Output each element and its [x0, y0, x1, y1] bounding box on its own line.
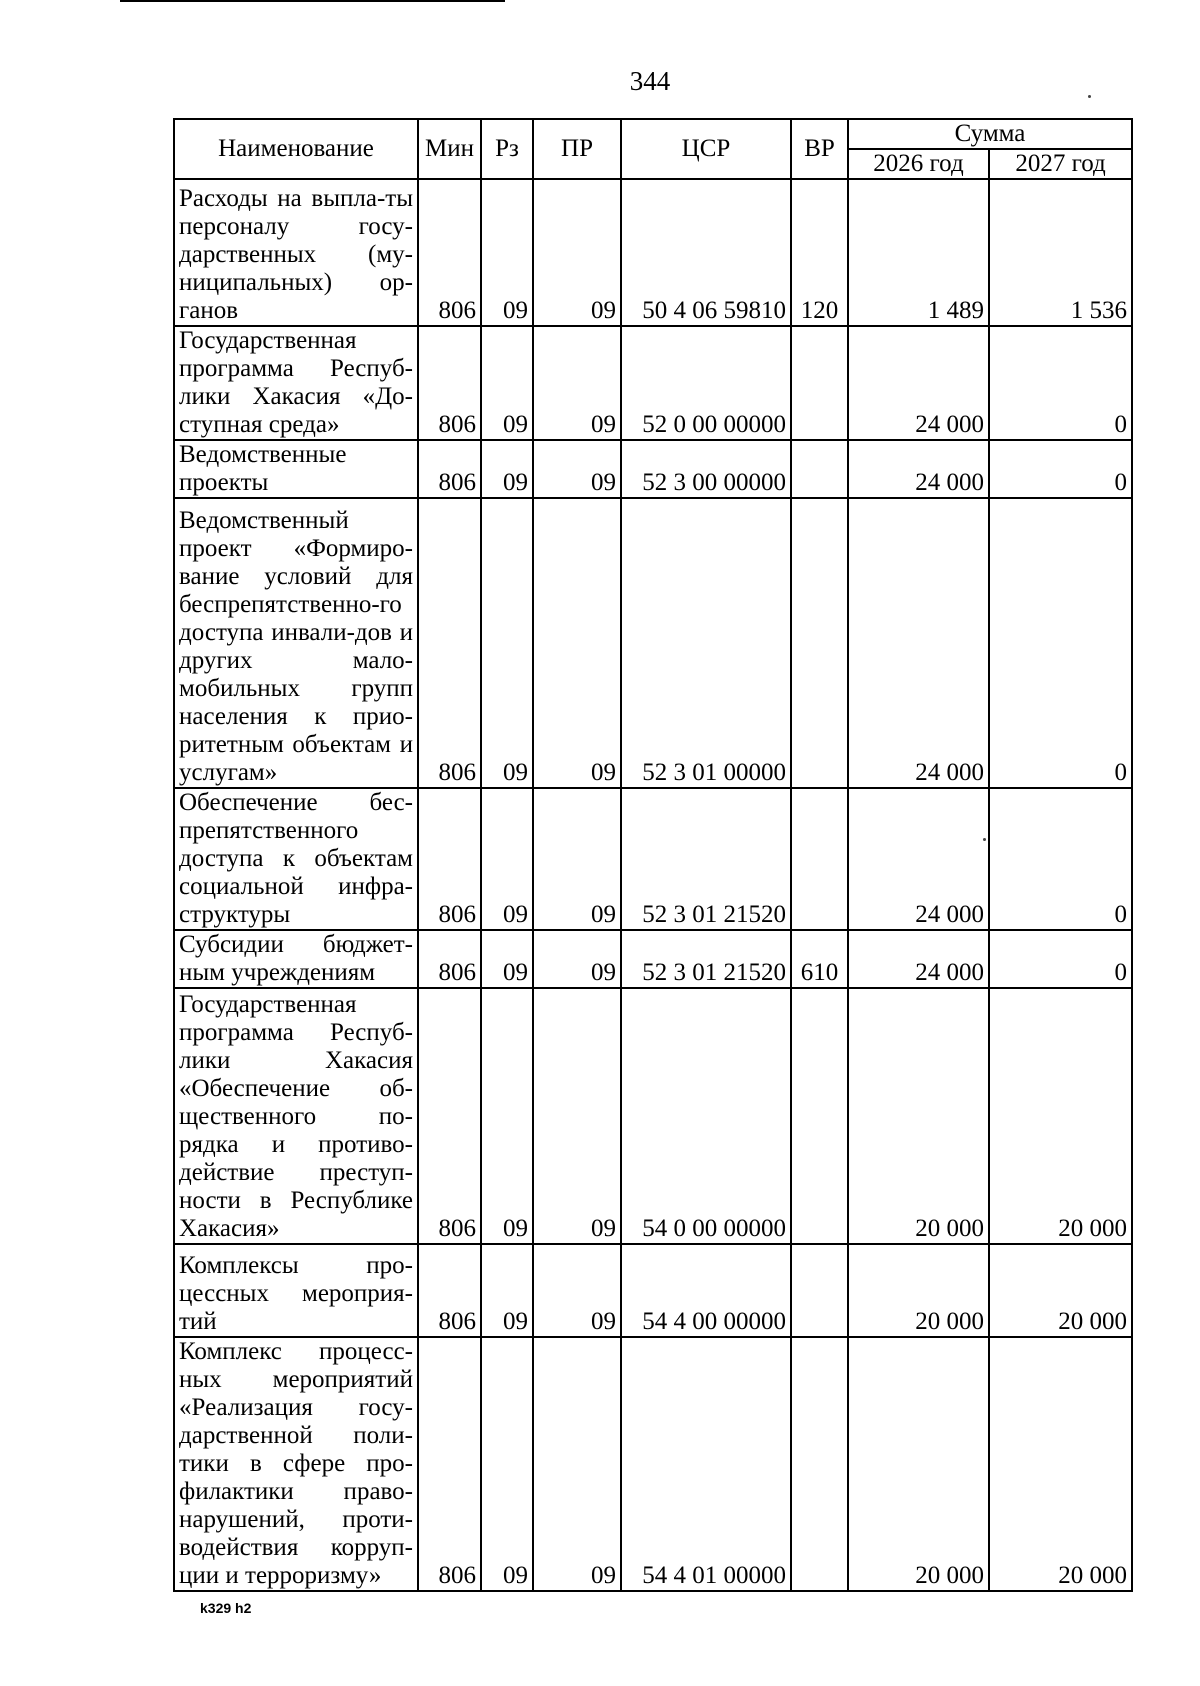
row-min: 806 — [418, 788, 481, 930]
row-vr — [791, 988, 848, 1244]
row-amount-2027: 0 — [989, 930, 1132, 988]
table-row — [174, 179, 1132, 326]
table-row — [174, 1337, 1132, 1591]
footer-code: k329 h2 — [200, 1600, 252, 1616]
row-vr: 610 — [791, 930, 848, 988]
row-amount-2027: 20 000 — [989, 1244, 1132, 1337]
row-name: Государственная программа Респуб-лики Хакасия «Обеспечение об-щественного по-рядка и противо-действие преступ-ности в Республике Хакасия» — [174, 988, 418, 1244]
row-csr: 52 3 01 00000 — [621, 498, 791, 788]
row-amount-2027: 0 — [989, 326, 1132, 440]
row-name: Комплекс процесс-ных мероприятий «Реализация госу-дарственной поли-тики в сфере про-филактики право-нарушений, проти-водействия корруп-ции и терроризму» — [174, 1337, 418, 1591]
row-pr: 09 — [533, 179, 621, 326]
row-amount-2026: 24 000 — [848, 498, 989, 788]
row-amount-2026: 24 000 — [848, 930, 989, 988]
scan-edge-line — [120, 0, 505, 2]
table-row — [174, 498, 1132, 788]
row-pr: 09 — [533, 1337, 621, 1591]
row-min: 806 — [418, 326, 481, 440]
table-row — [174, 440, 1132, 498]
row-amount-2026: 1 489 — [848, 179, 989, 326]
scan-speck — [983, 838, 986, 841]
header-name: Наименование — [174, 119, 418, 179]
row-min: 806 — [418, 440, 481, 498]
row-rz: 09 — [481, 1337, 533, 1591]
row-name: Ведомственные проекты — [174, 440, 418, 498]
header-year-2026: 2026 год — [848, 149, 989, 179]
row-min: 806 — [418, 988, 481, 1244]
header-vr: ВР — [791, 119, 848, 179]
row-vr — [791, 1337, 848, 1591]
row-pr: 09 — [533, 498, 621, 788]
row-rz: 09 — [481, 326, 533, 440]
row-csr: 52 3 00 00000 — [621, 440, 791, 498]
row-amount-2027: 0 — [989, 440, 1132, 498]
page-number: 344 — [629, 66, 671, 96]
row-csr: 52 0 00 00000 — [621, 326, 791, 440]
table-body — [174, 179, 1132, 1591]
row-rz: 09 — [481, 930, 533, 988]
row-pr: 09 — [533, 326, 621, 440]
header-sum: Сумма — [848, 119, 1132, 149]
row-rz: 09 — [481, 179, 533, 326]
row-amount-2026: 20 000 — [848, 1337, 989, 1591]
row-csr: 54 4 00 00000 — [621, 1244, 791, 1337]
header-csr: ЦСР — [621, 119, 791, 179]
header-min: Мин — [418, 119, 481, 179]
row-amount-2027: 20 000 — [989, 988, 1132, 1244]
table-row — [174, 930, 1132, 988]
row-pr: 09 — [533, 1244, 621, 1337]
row-vr — [791, 326, 848, 440]
row-name: Расходы на выпла-ты персоналу госу-дарственных (му-ниципальных) ор-ганов — [174, 179, 418, 326]
table-row — [174, 788, 1132, 930]
row-rz: 09 — [481, 788, 533, 930]
row-pr: 09 — [533, 440, 621, 498]
row-name: Обеспечение бес-препятственного доступа к объектам социальной инфра-структуры — [174, 788, 418, 930]
row-name: Субсидии бюджет-ным учреждениям — [174, 930, 418, 988]
row-pr: 09 — [533, 930, 621, 988]
row-csr: 52 3 01 21520 — [621, 788, 791, 930]
row-amount-2027: 20 000 — [989, 1337, 1132, 1591]
header-rz: Рз — [481, 119, 533, 179]
table-row — [174, 988, 1132, 1244]
row-csr: 54 4 01 00000 — [621, 1337, 791, 1591]
row-name: Ведомственный проект «Формиро-вание условий для беспрепятственно-го доступа инвали-дов и других мало-мобильных групп населения к прио-ритетным объектам и услугам» — [174, 498, 418, 788]
row-name: Комплексы про-цессных мероприя-тий — [174, 1244, 418, 1337]
row-rz: 09 — [481, 988, 533, 1244]
row-vr — [791, 1244, 848, 1337]
header-year-2027: 2027 год — [989, 149, 1132, 179]
row-vr — [791, 498, 848, 788]
row-amount-2026: 24 000 — [848, 326, 989, 440]
row-vr: 120 — [791, 179, 848, 326]
row-amount-2026: 24 000 — [848, 440, 989, 498]
table-row — [174, 1244, 1132, 1337]
row-rz: 09 — [481, 498, 533, 788]
row-csr: 52 3 01 21520 — [621, 930, 791, 988]
table-header — [174, 119, 1132, 179]
row-amount-2026: 24 000 — [848, 788, 989, 930]
row-amount-2027: 1 536 — [989, 179, 1132, 326]
row-csr: 50 4 06 59810 — [621, 179, 791, 326]
scan-speck — [1088, 95, 1091, 98]
row-vr — [791, 440, 848, 498]
row-rz: 09 — [481, 1244, 533, 1337]
budget-table — [173, 118, 1133, 1592]
row-min: 806 — [418, 179, 481, 326]
table-row — [174, 326, 1132, 440]
row-pr: 09 — [533, 988, 621, 1244]
header-pr: ПР — [533, 119, 621, 179]
row-vr — [791, 788, 848, 930]
row-amount-2027: 0 — [989, 788, 1132, 930]
row-rz: 09 — [481, 440, 533, 498]
row-amount-2027: 0 — [989, 498, 1132, 788]
row-amount-2026: 20 000 — [848, 1244, 989, 1337]
row-csr: 54 0 00 00000 — [621, 988, 791, 1244]
row-min: 806 — [418, 1337, 481, 1591]
row-amount-2026: 20 000 — [848, 988, 989, 1244]
row-min: 806 — [418, 498, 481, 788]
row-pr: 09 — [533, 788, 621, 930]
row-name: Государственная программа Респуб-лики Хакасия «До-ступная среда» — [174, 326, 418, 440]
row-min: 806 — [418, 1244, 481, 1337]
row-min: 806 — [418, 930, 481, 988]
